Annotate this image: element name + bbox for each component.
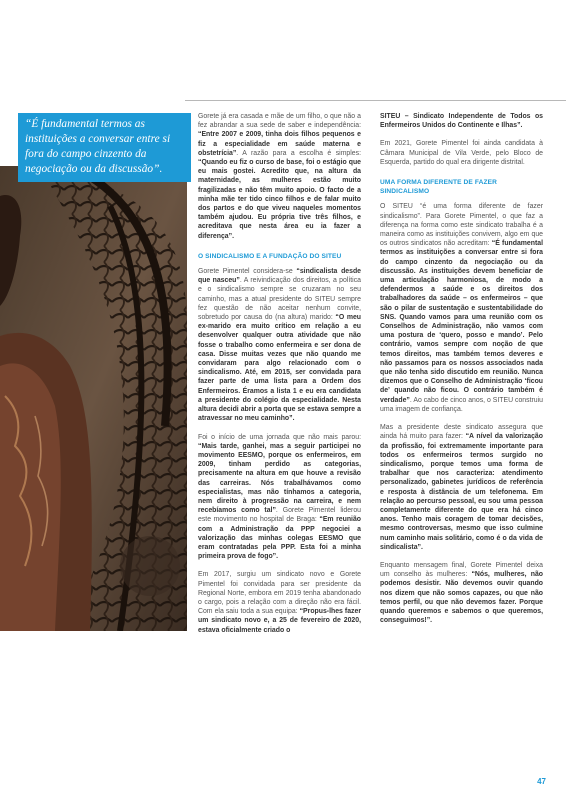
page-number: 47: [537, 777, 546, 786]
header-rule: [185, 100, 566, 101]
paragraph: Em 2021, Gorete Pimentel foi ainda candidata à Câmara Municipal de Vila Verde, pelo Bloco de Esquerda, partido do qual era dirigente distrital.: [380, 140, 543, 166]
paragraph: O SITEU “é uma forma diferente de fazer sindicalismo”. Para Gorete Pimentel, o que faz a diferença na forma como este sindicato trabalha é a maneira como as instituições convivem, algo em que os outros sindicatos não acreditam: “É fundamental termos as instituições a conversar entre si fora do campo cinzento da negociação ou da discussão. As instituições devem beneficiar de uma articulação harmoniosa, de modo a defendermos a saúde e os direitos dos trabalhadores da saúde – os enfermeiros – que são o pilar de sustentação e sustentabilidade do SNS. Quando vamos para uma reunião com os Conselhos de Administração, não vamos com uma postura de ‘quero, posso e mando’. Pelo contrário, vamos sempre com noção de que temos direitos, mas também temos deveres e não passamos para os nossos associados nada que não tenha sido discutido em reunião. Nunca dizemos que o Conselho de Administração ‘ficou de’ quando não ficou. O contrário também é verdade”. Ao cabo de cinco anos, o SITEU construiu uma imagem de confiança.: [380, 203, 543, 413]
paragraph: SITEU – Sindicato Independente de Todos os Enfermeiros Unidos do Continente e Ilhas”.: [380, 113, 543, 130]
section-heading: O SINDICALISMO E A FUNDAÇÃO DO SITEU: [198, 252, 342, 260]
pull-quote: “É fundamental termos as instituições a conversar entre si fora do campo cinzento da negociação ou da discussão”.: [18, 113, 191, 182]
article-column-right: [380, 112, 543, 634]
portrait-photo: [0, 166, 187, 631]
paragraph: Enquanto mensagem final, Gorete Pimentel deixa um conselho às mulheres: “Nós, mulheres, não podemos desistir. Não devemos ouvir quando nos dizem que não somos capazes, ou que não temos perfil, ou que não devemos fazer. Porque quando queremos e sabemos o que queremos, conseguimos!”.: [380, 561, 543, 625]
paragraph: Em 2017, surgiu um sindicato novo e Gorete Pimentel foi convidada para ser presidente da Regional Norte, embora em 2019 tenha abandonado o cargo, pois a relação com a direção não era fácil. Com ela saiu toda a sua equipa: “Propus-lhes fazer um sindicato novo e, a 25 de fevereiro de 2020, estava oficialmente criado o: [198, 571, 361, 634]
article-column-left: [198, 112, 361, 644]
paragraph: Gorete já era casada e mãe de um filho, o que não a fez abrandar a sua sede de saber e independência: “Entre 2007 e 2009, tinha dois filhos pequenos e fiz a especialidade em saúde materna e obstetrícia”. A razão para a escolha é simples: “Quando eu fiz o curso de base, foi o estágio que eu mais gostei. Acredito que, na altura da maternidade, as mulheres estão muito fragilizadas e não têm muito apoio. O facto de a minha mãe ter tido cinco filhos e de falar muito dos partos e do que viveu naqueles momentos também ajudou. Eu própria tive três filhos, e acreditava que nesta área eu ia fazer a diferença”.: [198, 113, 361, 240]
paragraph: Foi o início de uma jornada que não mais parou: “Mais tarde, ganhei, mas a seguir participei no movimento EESMO, porque os enfermeiros, em 2009, tinham perdido as categorias, precisamente na altura em que houve a revisão das carreiras. Nós trabalhávamos como especialistas, mas não tínhamos a categoria, nem direito à progressão na carreira, e nem recebíamos como tal”. Gorete Pimentel liderou este movimento no hospital de Braga: “Em reunião com a Administração da PPP negociei a valorização das minhas colegas EESMO que eram contratadas pela PPP. Esta foi a minha primeira prova de fogo”.: [198, 433, 362, 561]
paragraph: Gorete Pimentel considera-se “sindicalista desde que nasceu”. A reivindicação dos direitos, a política e o sindicalismo sempre se cruzaram no seu caminho, mas a atual presidente do SITEU sempre fez questão de não aceitar nenhum convite, sobretudo por causa do (na altura) marido: “O meu ex-marido era muito crítico em relação a eu desenvolver qualquer outra atividade que não fosse o trabalho como enfermeira e ser dona de casa. Disse muitas vezes que não quando me convidaram para algo relacionado com o sindicalismo. Até, em 2015, ser convidada para fazer parte de uma lista para a Ordem dos Enfermeiros. Éramos a lista 1 e eu era candidata a presidente do colégio da especialidade. Nesta altura decidi abrir a porta que se estava sempre a atravessar no meu caminho”.: [198, 268, 362, 423]
paragraph: Mas a presidente deste sindicato assegura que ainda há muito para fazer: “A nível da valorização da profissão, foi extremamente importante para todos os enfermeiros termos surgido no sindicalismo, porque temos uma forma de trabalhar que nos caracteriza: atendimento personalizado, gabinetes jurídicos de referência e resposta à distância de um telefonema. Em relação ao percurso pessoal, eu sou uma pessoa completamente diferente do que era há cinco anos. Tenho mais coragem de tomar decisões, mesmo controversas, mesmo que isso culmine num caminho mais solitário, como é o da vida de sindicalista”.: [380, 424, 543, 551]
section-heading: UMA FORMA DIFERENTE DE FAZER SINDICALISMO: [380, 179, 497, 196]
